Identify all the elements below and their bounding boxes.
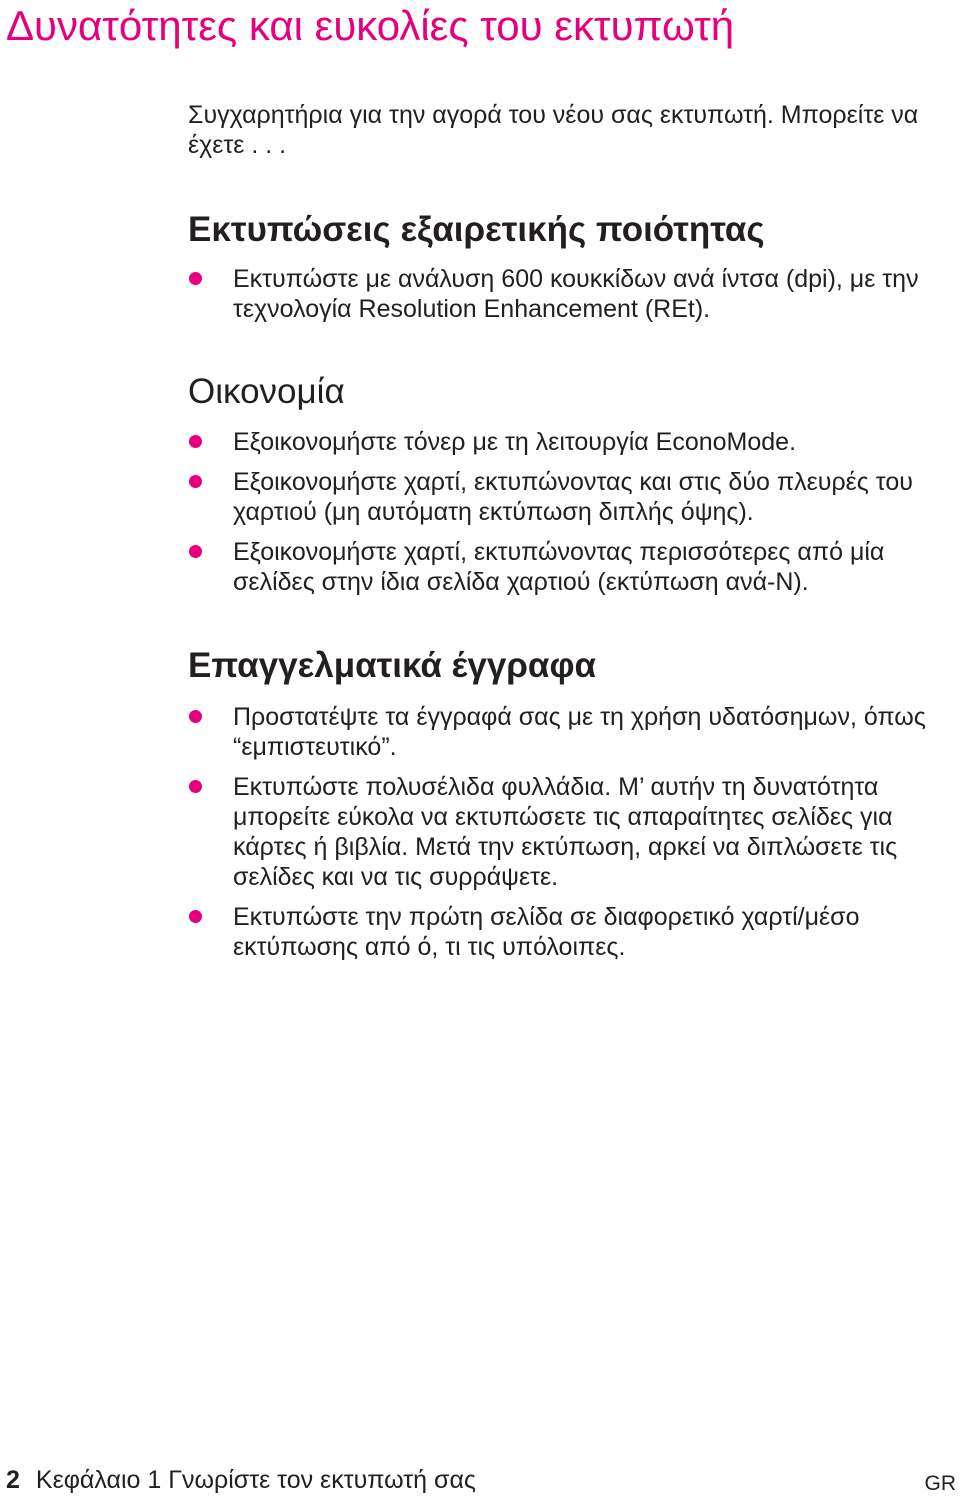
list-item: [188, 264, 958, 324]
list-item-text: Προστατέψτε τα έγγραφά σας με τη χρήση υδατόσημων, όπως “εμπιστευτικό”.: [233, 703, 926, 761]
bullet-icon: [189, 272, 202, 285]
section-heading-economy: Οικονομία: [188, 372, 345, 411]
section-heading-quality: Εκτυπώσεις εξαιρετικής ποιότητας: [188, 210, 765, 249]
bullet-icon: [189, 435, 202, 448]
list-item-text: Εκτυπώστε με ανάλυση 600 κουκκίδων ανά ίντσα (dpi), με την τεχνολογία Resolution Enhancement (REt).: [233, 265, 919, 323]
page-title: Δυνατότητες και ευκολίες του εκτυπωτή: [6, 2, 735, 49]
language-code: GR: [924, 1472, 956, 1495]
chapter-label: Κεφάλαιο 1 Γνωρίστε τον εκτυπωτή σας: [35, 1466, 476, 1494]
list-item: [188, 702, 958, 762]
list-item-text: Εξοικονομήστε χαρτί, εκτυπώνοντας και στις δύο πλευρές του χαρτιού (μη αυτόματη εκτύπωση διπλής όψης).: [233, 468, 913, 526]
section-heading-professional: Επαγγελματικά έγγραφα: [188, 646, 597, 685]
intro-text: Συγχαρητήρια για την αγορά του νέου σας εκτυπωτή. Μπορείτε να έχετε . . .: [188, 101, 919, 159]
list-item-text: Εξοικονομήστε χαρτί, εκτυπώνοντας περισσότερες από μία σελίδες στην ίδια σελίδα χαρτιού (εκτύπωση ανά-N).: [233, 538, 885, 596]
list-item-text: Εκτυπώστε πολυσέλιδα φυλλάδια. Μ’ αυτήν τη δυνατότητα μπορείτε εύκολα να εκτυπώσετε τις απαραίτητες σελίδες για κάρτες ή βιβλία. Μετά την εκτύπωση, αρκεί να διπλώσετε τις σελίδες και να τις συρράψετε.: [233, 773, 898, 891]
list-item: [188, 902, 958, 962]
economy-list: [188, 427, 958, 607]
page-number: 2: [6, 1466, 20, 1494]
list-item-text: Εκτυπώστε την πρώτη σελίδα σε διαφορετικό χαρτί/μέσο εκτύπωσης από ό, τι τις υπόλοιπες.: [233, 903, 860, 961]
quality-list: [188, 264, 958, 334]
list-item-text: Εξοικονομήστε τόνερ με τη λειτουργία EconoMode.: [233, 428, 797, 456]
bullet-icon: [189, 910, 202, 923]
bullet-icon: [189, 475, 202, 488]
list-item: [188, 772, 958, 892]
list-item: [188, 467, 958, 527]
bullet-icon: [189, 780, 202, 793]
bullet-icon: [189, 710, 202, 723]
bullet-icon: [189, 545, 202, 558]
page-footer: [6, 1462, 956, 1498]
list-item: [188, 427, 958, 457]
professional-list: [188, 702, 958, 972]
list-item: [188, 537, 958, 597]
